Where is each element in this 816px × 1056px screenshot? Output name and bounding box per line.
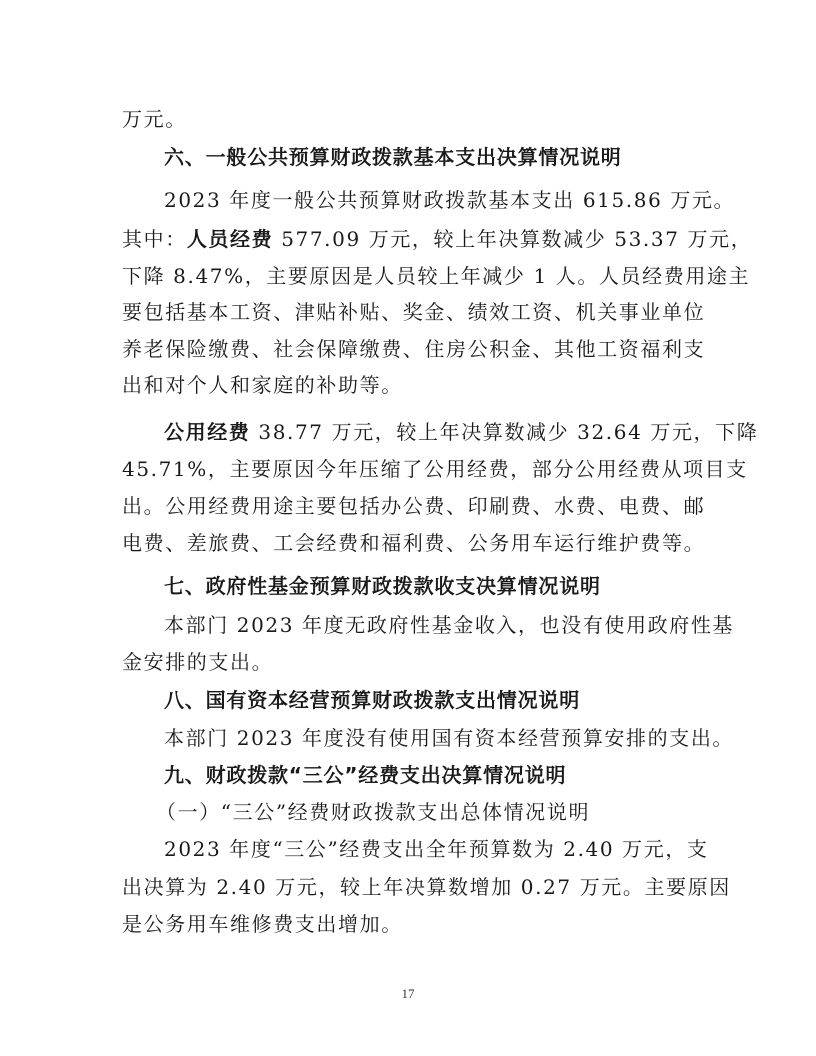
bold-term-public-expenses: 公用经费 [164,420,251,444]
paragraph-line: 养老保险缴费、社会保障缴费、住房公积金、其他工资福利支 [122,337,706,361]
section-heading-8: 八、国有资本经营预算财政拨款支出情况说明 [164,688,580,712]
paragraph-line: 金安排的支出。 [122,650,274,674]
paragraph-line: 要包括基本工资、津贴补贴、奖金、绩效工资、机关事业单位 [122,300,706,324]
document-page [122,0,759,1056]
section-heading-6: 六、一般公共预算财政拨款基本支出决算情况说明 [164,145,622,169]
paragraph-line [122,224,753,254]
paragraph-line: 本部门 2023 年度没有使用国有资本经营预算安排的支出。 [164,726,735,750]
paragraph-line: 是公务用车维修费支出增加。 [122,912,403,936]
paragraph-line: 2023 年度“三公”经费支出全年预算数为 2.40 万元，支 [164,837,709,861]
text-rest: 38.77 万元，较上年决算数减少 32.64 万元，下降 [258,420,759,444]
paragraph-line: 出和对个人和家庭的补助等。 [122,373,403,397]
text-rest: 577.09 万元，较上年决算数减少 53.37 万元， [281,227,753,251]
page-number: 17 [401,986,415,1001]
subsection-heading-9-1: （一）“三公”经费财政拨款支出总体情况说明 [156,800,591,824]
paragraph-line: 本部门 2023 年度无政府性基金收入，也没有使用政府性基 [164,613,735,637]
text-prefix: 其中： [122,227,187,251]
bold-term-personnel-expenses: 人员经费 [186,227,274,251]
section-heading-7: 七、政府性基金预算财政拨款收支决算情况说明 [164,574,601,598]
paragraph-line: 出决算为 2.40 万元，较上年决算数增加 0.27 万元。主要原因 [122,875,731,899]
section-heading-9: 九、财政拨款“三公”经费支出决算情况说明 [164,763,567,787]
paragraph-line: 45.71%，主要原因今年压缩了公用经费，部分公用经费从项目支 [122,457,748,481]
paragraph-line: 出。公用经费用途主要包括办公费、印刷费、水费、电费、邮 [122,494,706,518]
paragraph-line: 电费、差旅费、工会经费和福利费、公务用车运行维护费等。 [122,531,706,555]
paragraph-line: 万元。 [122,107,187,131]
paragraph-line: 下降 8.47%，主要原因是人员较上年减少 1 人。人员经费用途主 [122,264,751,288]
paragraph-line: 2023 年度一般公共预算财政拨款基本支出 615.86 万元。 [164,188,736,212]
paragraph-line [122,417,759,447]
